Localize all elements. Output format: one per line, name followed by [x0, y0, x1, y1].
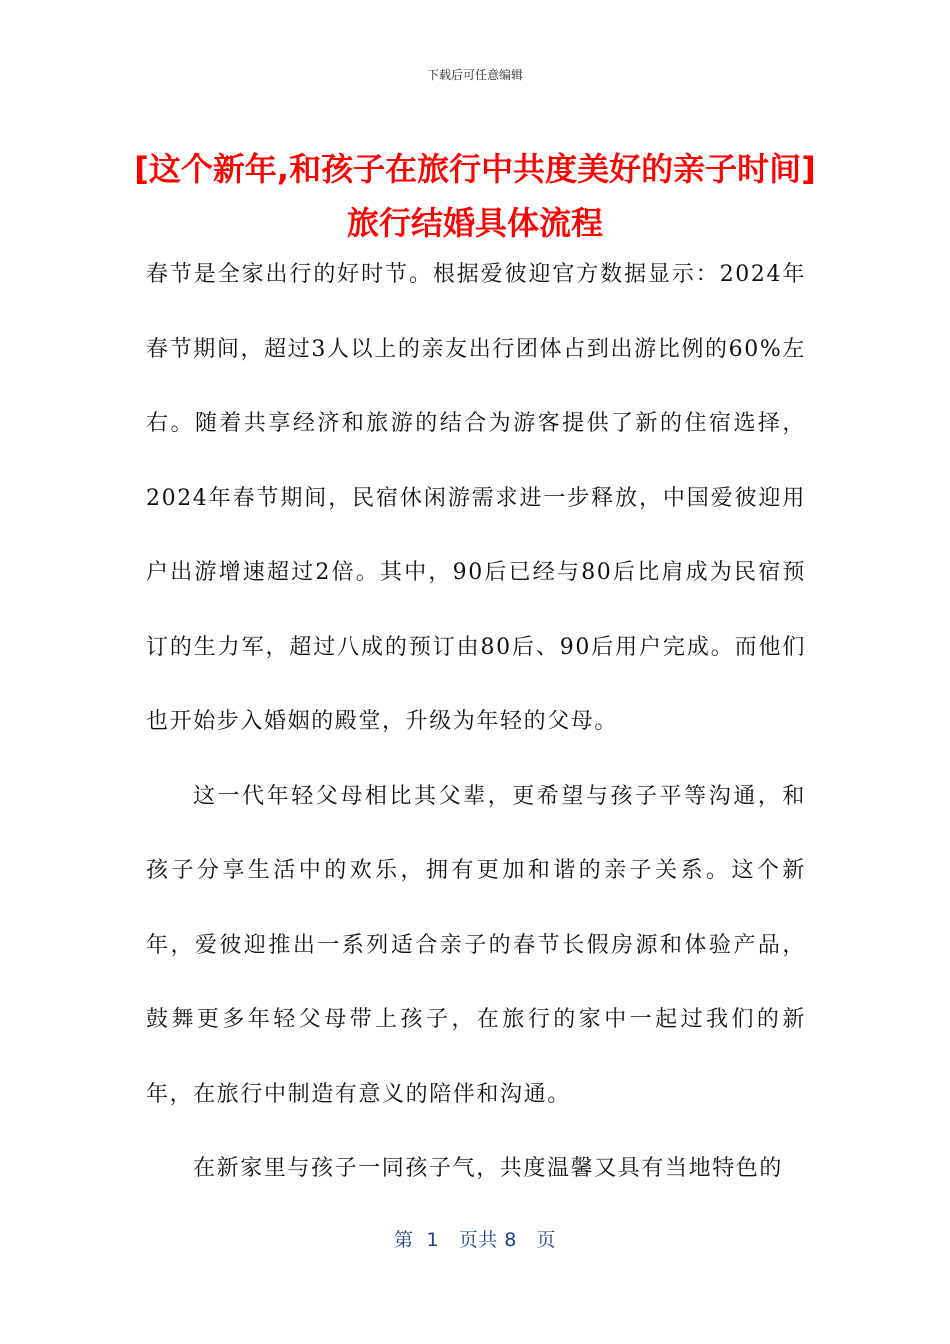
document-body: [146, 238, 806, 1207]
paragraph: 在新家里与孩子一同孩子气，共度温馨又具有当地特色的: [193, 1156, 784, 1181]
paragraph: 春节是全家出行的好时节。根据爱彼迎官方数据显示：2024年春节期间，超过3人以上的亲友出行团体占到出游比例的60%左右。随着共享经济和旅游的结合为游客提供了新的住宿选择，2024年春节期间，民宿休闲游需求进一步释放，中国爱彼迎用户出游增速超过2倍。其中，90后已经与80后比肩成为民宿预订的生力军，超过八成的预订由80后、90后用户完成。而他们也开始步入婚姻的殿堂，升级为年轻的父母。: [146, 262, 806, 734]
document-title: [这个新年,和孩子在旅行中共度美好的亲子时间]旅行结婚具体流程: [134, 150, 816, 242]
paragraph: 这一代年轻父母相比其父辈，更希望与孩子平等沟通，和孩子分享生活中的欢乐，拥有更加和谐的亲子关系。这个新年，爱彼迎推出一系列适合亲子的春节长假房源和体验产品，鼓舞更多年轻父母带上孩子，在旅行的家中一起过我们的新年，在旅行中制造有意义的陪伴和沟通。: [146, 783, 806, 1107]
header-note: 下载后可任意编辑: [426, 68, 523, 82]
page-number-footer: 第 1 页共 8 页: [393, 1229, 557, 1251]
